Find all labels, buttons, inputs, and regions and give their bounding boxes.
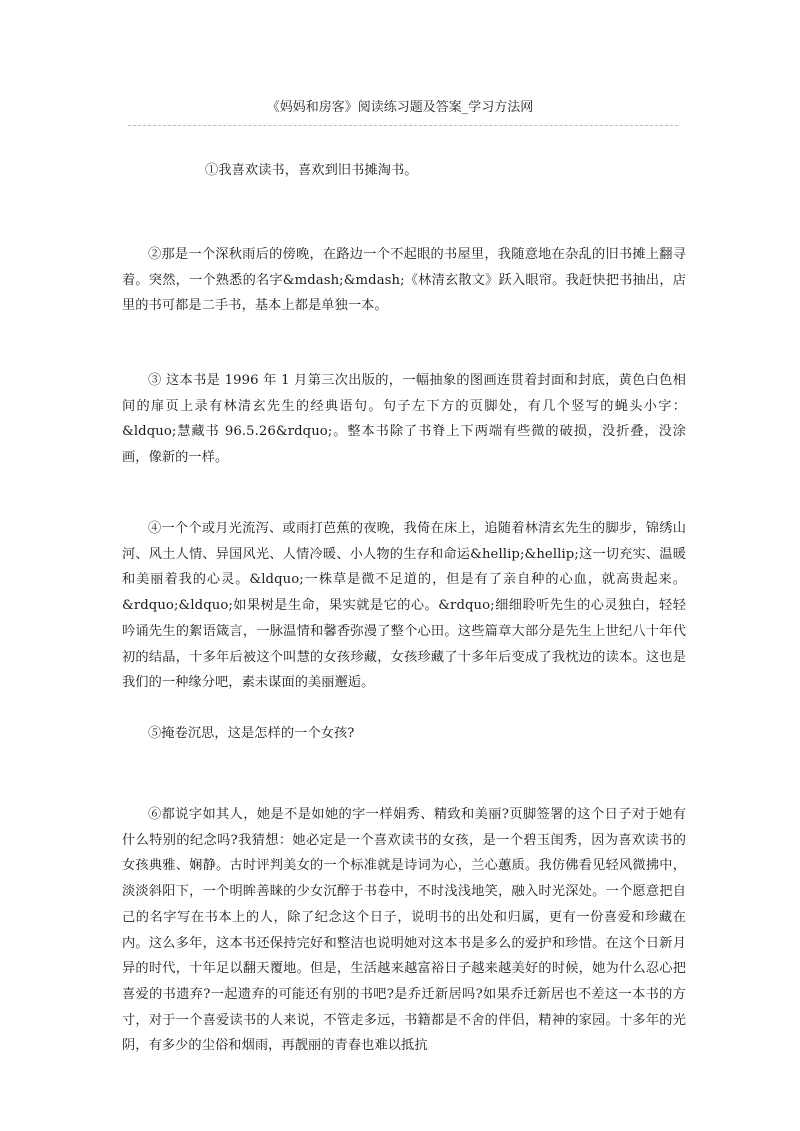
paragraph-6: ⑥都说字如其人，她是不是如她的字一样娟秀、精致和美丽?页脚签署的这个日子对于她有什么特别的纪念吗?我猜想：她必定是一个喜欢读书的女孩，是一个碧玉闺秀，因为喜欢读书的女孩典雅、娴静。古时评判美女的一个标准就是诗词为心，兰心蕙质。我仿佛看见轻风微拂中，淡淡斜阳下，一个明眸善睐的少女沉醉于书卷中，不时浅浅地笑，融入时光深处。一个愿意把自己的名字写在书本上的人，除了纪念这个日子，说明书的出处和归属，更有一份喜爱和珍藏在内。这么多年，这本书还保持完好和整洁也说明她对这本书是多么的爱护和珍惜。在这个日新月异的时代，十年足以翻天覆地。但是，生活越来越富裕日子越来越美好的时候，她为什么忍心把喜爱的书遗弃?一起遗弃的可能还有别的书吧?是乔迁新居吗?如果乔迁新居也不差这一本书的方寸，对于一个喜爱读书的人来说，不管走多远，书籍都是不舍的伴侣，精神的家园。十多年的光阴，有多少的尘俗和烟雨，再靓丽的青春也难以抵抗	[122, 807, 686, 1054]
paragraph-5: ⑤掩卷沉思，这是怎样的一个女孩?	[148, 726, 355, 741]
document-title: 《妈妈和房客》阅读练习题及答案_学习方法网	[266, 100, 534, 115]
paragraph-4: ④一个个或月光流泻、或雨打芭蕉的夜晚，我倚在床上，追随着林清玄先生的脚步，锦绣山河、风土人情、异国风光、人情冷暖、小人物的生存和命运&hellip;&hellip;这一切充实、温暖和美丽着我的心灵。&ldquo;一株草是微不足道的，但是有了亲自种的心血，就高贵起来。&rdquo;&ldquo;如果树是生命，果实就是它的心。&rdquo;细细聆听先生的心灵独白，轻轻吟诵先生的絮语箴言，一脉温情和馨香弥漫了整个心田。这些篇章大部分是先生上世纪八十年代初的结晶，十多年后被这个叫慧的女孩珍藏，女孩珍藏了十多年后变成了我枕边的读本。这也是我们的一种缘分吧，素未谋面的美丽邂逅。	[122, 521, 686, 691]
paragraph-3: ③ 这本书是 1996 年 1 月第三次出版的，一幅抽象的图画连贯着封面和封底，黄色白色相间的扉页上录有林清玄先生的经典语句。句子左下方的页脚处，有几个竖写的蝇头小字：&ldquo;慧藏书 96.5.26&rdquo;。整本书除了书脊上下两端有些微的破损，没折叠，没涂画，像新的一样。	[122, 373, 686, 466]
paragraph-1: ①我喜欢读书，喜欢到旧书摊淘书。	[205, 163, 418, 178]
paragraph-2: ②那是一个深秋雨后的傍晚，在路边一个不起眼的书屋里，我随意地在杂乱的旧书摊上翻寻着。突然，一个熟悉的名字&mdash;&mdash;《林清玄散文》跃入眼帘。我赶快把书抽出，店里的书可都是二手书，基本上都是单独一本。	[122, 247, 686, 314]
title-divider	[128, 125, 678, 126]
